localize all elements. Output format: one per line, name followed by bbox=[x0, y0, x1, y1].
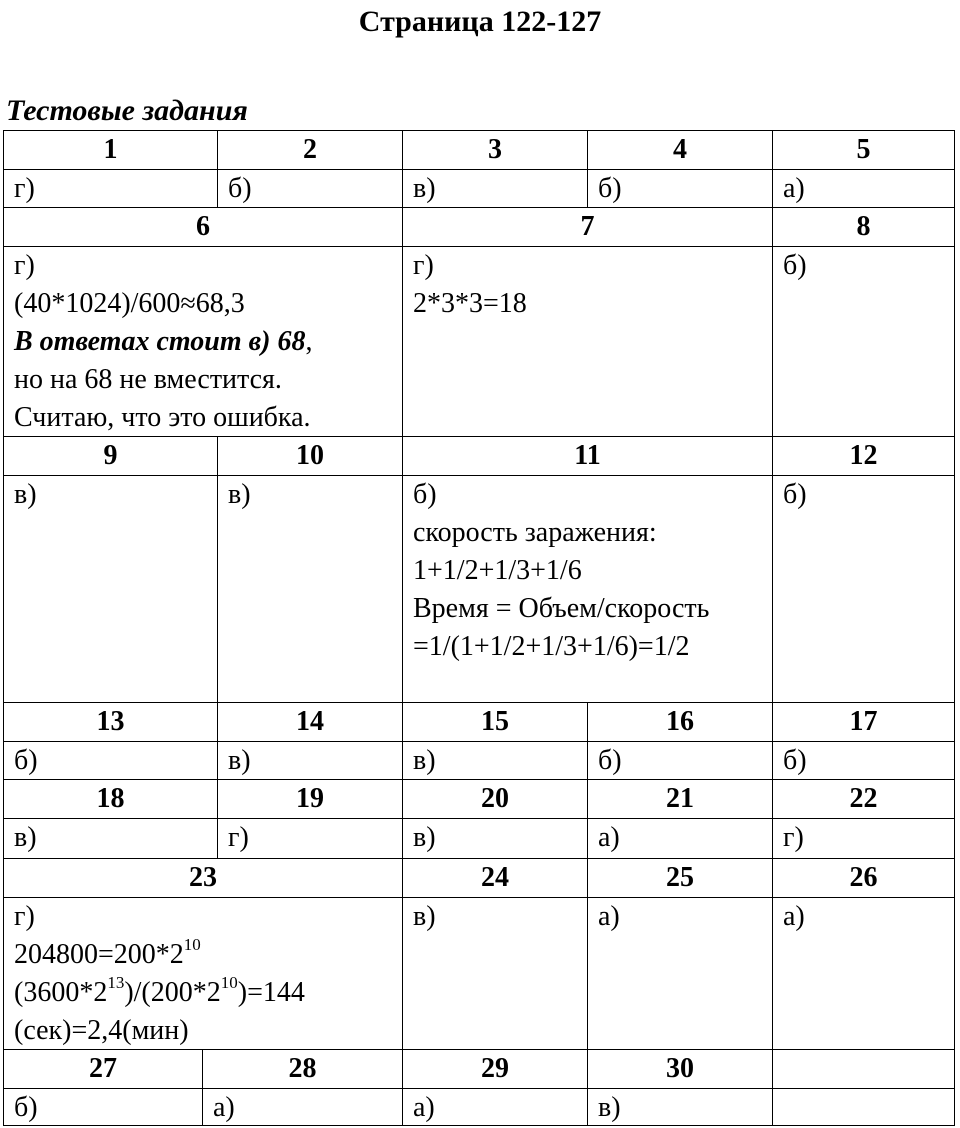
answer-cell-7 bbox=[402, 246, 773, 437]
answer-23-line2-b: )/(200*2 bbox=[124, 977, 221, 1008]
header-cell-13: 13 bbox=[3, 702, 218, 742]
header-cell-19: 19 bbox=[217, 779, 403, 819]
answer-cell-5: а) bbox=[772, 169, 955, 208]
header-cell-4: 4 bbox=[587, 130, 773, 170]
answer-cell-28: а) bbox=[202, 1088, 403, 1126]
answer-11-line3: Время = Объем/скорость bbox=[413, 593, 710, 624]
section-title: Тестовые задания bbox=[6, 94, 248, 127]
header-cell-26: 26 bbox=[772, 858, 955, 898]
answer-cell-19: г) bbox=[217, 818, 403, 859]
answer-cell-14: в) bbox=[217, 741, 403, 780]
header-cell-30: 30 bbox=[587, 1049, 773, 1089]
header-cell-7: 7 bbox=[402, 207, 773, 247]
answer-23-line2 bbox=[14, 974, 392, 1012]
answer-cell-11 bbox=[402, 475, 773, 703]
header-cell-14: 14 bbox=[217, 702, 403, 742]
answer-12-choice: б) bbox=[783, 479, 807, 510]
answer-6-choice: г) bbox=[14, 250, 35, 281]
answer-6-note-line2: но на 68 не вместится. bbox=[14, 364, 282, 395]
answer-11-choice: б) bbox=[413, 479, 437, 510]
answer-cell-29: а) bbox=[402, 1088, 588, 1126]
answer-6-note-bold: В ответах стоит в) 68 bbox=[14, 326, 306, 357]
header-cell-16: 16 bbox=[587, 702, 773, 742]
answer-23-line2-c: )=144 bbox=[237, 977, 305, 1008]
header-cell-3: 3 bbox=[402, 130, 588, 170]
answer-cell-15: в) bbox=[402, 741, 588, 780]
header-cell-12: 12 bbox=[772, 436, 955, 476]
answer-cell-3: в) bbox=[402, 169, 588, 208]
header-cell-23: 23 bbox=[3, 858, 403, 898]
answer-23-line2-a: (3600*2 bbox=[14, 977, 108, 1008]
header-cell-18: 18 bbox=[3, 779, 218, 819]
answer-cell-24 bbox=[402, 897, 588, 1050]
answer-cell-1: г) bbox=[3, 169, 218, 208]
header-cell-10: 10 bbox=[217, 436, 403, 476]
answer-cell-13: б) bbox=[3, 741, 218, 780]
header-cell-22: 22 bbox=[772, 779, 955, 819]
answer-cell-6 bbox=[3, 246, 403, 437]
answer-cell-25 bbox=[587, 897, 773, 1050]
page-title: Страница 122-127 bbox=[358, 5, 602, 38]
answer-11-line4: =1/(1+1/2+1/3+1/6)=1/2 bbox=[413, 631, 690, 662]
answer-23-line1-exp: 10 bbox=[183, 935, 201, 954]
header-cell-1: 1 bbox=[3, 130, 218, 170]
answer-cell-empty bbox=[772, 1088, 955, 1126]
answer-11-line1: скорость заражения: bbox=[413, 517, 657, 548]
answer-9-choice: в) bbox=[14, 479, 37, 510]
answer-cell-10 bbox=[217, 475, 403, 703]
header-cell-27: 27 bbox=[3, 1049, 203, 1089]
answer-cell-23 bbox=[3, 897, 403, 1050]
answer-26-choice: а) bbox=[783, 901, 805, 932]
answer-cell-2: б) bbox=[217, 169, 403, 208]
answer-8-choice: б) bbox=[783, 250, 807, 281]
answer-6-note-line3: Считаю, что это ошибка. bbox=[14, 402, 311, 433]
header-cell-empty bbox=[772, 1049, 955, 1089]
header-cell-29: 29 bbox=[402, 1049, 588, 1089]
header-cell-24: 24 bbox=[402, 858, 588, 898]
answer-11-line2: 1+1/2+1/3+1/6 bbox=[413, 555, 582, 586]
answer-cell-16: б) bbox=[587, 741, 773, 780]
answer-7-choice: г) bbox=[413, 250, 434, 281]
answer-23-line1 bbox=[14, 936, 392, 974]
header-cell-25: 25 bbox=[587, 858, 773, 898]
header-cell-11: 11 bbox=[402, 436, 773, 476]
answer-cell-30: в) bbox=[587, 1088, 773, 1126]
header-cell-9: 9 bbox=[3, 436, 218, 476]
answer-cell-18: в) bbox=[3, 818, 218, 859]
header-cell-15: 15 bbox=[402, 702, 588, 742]
header-cell-5: 5 bbox=[772, 130, 955, 170]
header-cell-6: 6 bbox=[3, 207, 403, 247]
answer-cell-27: б) bbox=[3, 1088, 203, 1126]
header-cell-2: 2 bbox=[217, 130, 403, 170]
answer-cell-4: б) bbox=[587, 169, 773, 208]
answer-cell-17: б) bbox=[772, 741, 955, 780]
answer-23-line2-exp2: 10 bbox=[220, 973, 238, 992]
answer-24-choice: в) bbox=[413, 901, 436, 932]
answer-7-calc: 2*3*3=18 bbox=[413, 288, 527, 319]
answer-23-line1-base: 204800=200*2 bbox=[14, 939, 184, 970]
answer-6-note bbox=[14, 323, 392, 361]
answer-cell-22: г) bbox=[772, 818, 955, 859]
answer-6-calc: (40*1024)/600≈68,3 bbox=[14, 288, 245, 319]
answer-23-line3: (сек)=2,4(мин) bbox=[14, 1015, 189, 1046]
answer-23-choice: г) bbox=[14, 901, 35, 932]
header-cell-17: 17 bbox=[772, 702, 955, 742]
header-cell-28: 28 bbox=[202, 1049, 403, 1089]
answer-cell-20: в) bbox=[402, 818, 588, 859]
header-cell-21: 21 bbox=[587, 779, 773, 819]
answer-cell-8 bbox=[772, 246, 955, 437]
answer-cell-9 bbox=[3, 475, 218, 703]
answer-cell-21: а) bbox=[587, 818, 773, 859]
answer-10-choice: в) bbox=[228, 479, 251, 510]
answer-cell-26 bbox=[772, 897, 955, 1050]
header-cell-20: 20 bbox=[402, 779, 588, 819]
answer-25-choice: а) bbox=[598, 901, 620, 932]
header-cell-8: 8 bbox=[772, 207, 955, 247]
answer-23-line2-exp1: 13 bbox=[107, 973, 125, 992]
answer-cell-12 bbox=[772, 475, 955, 703]
answer-6-note-comma: , bbox=[305, 326, 313, 357]
